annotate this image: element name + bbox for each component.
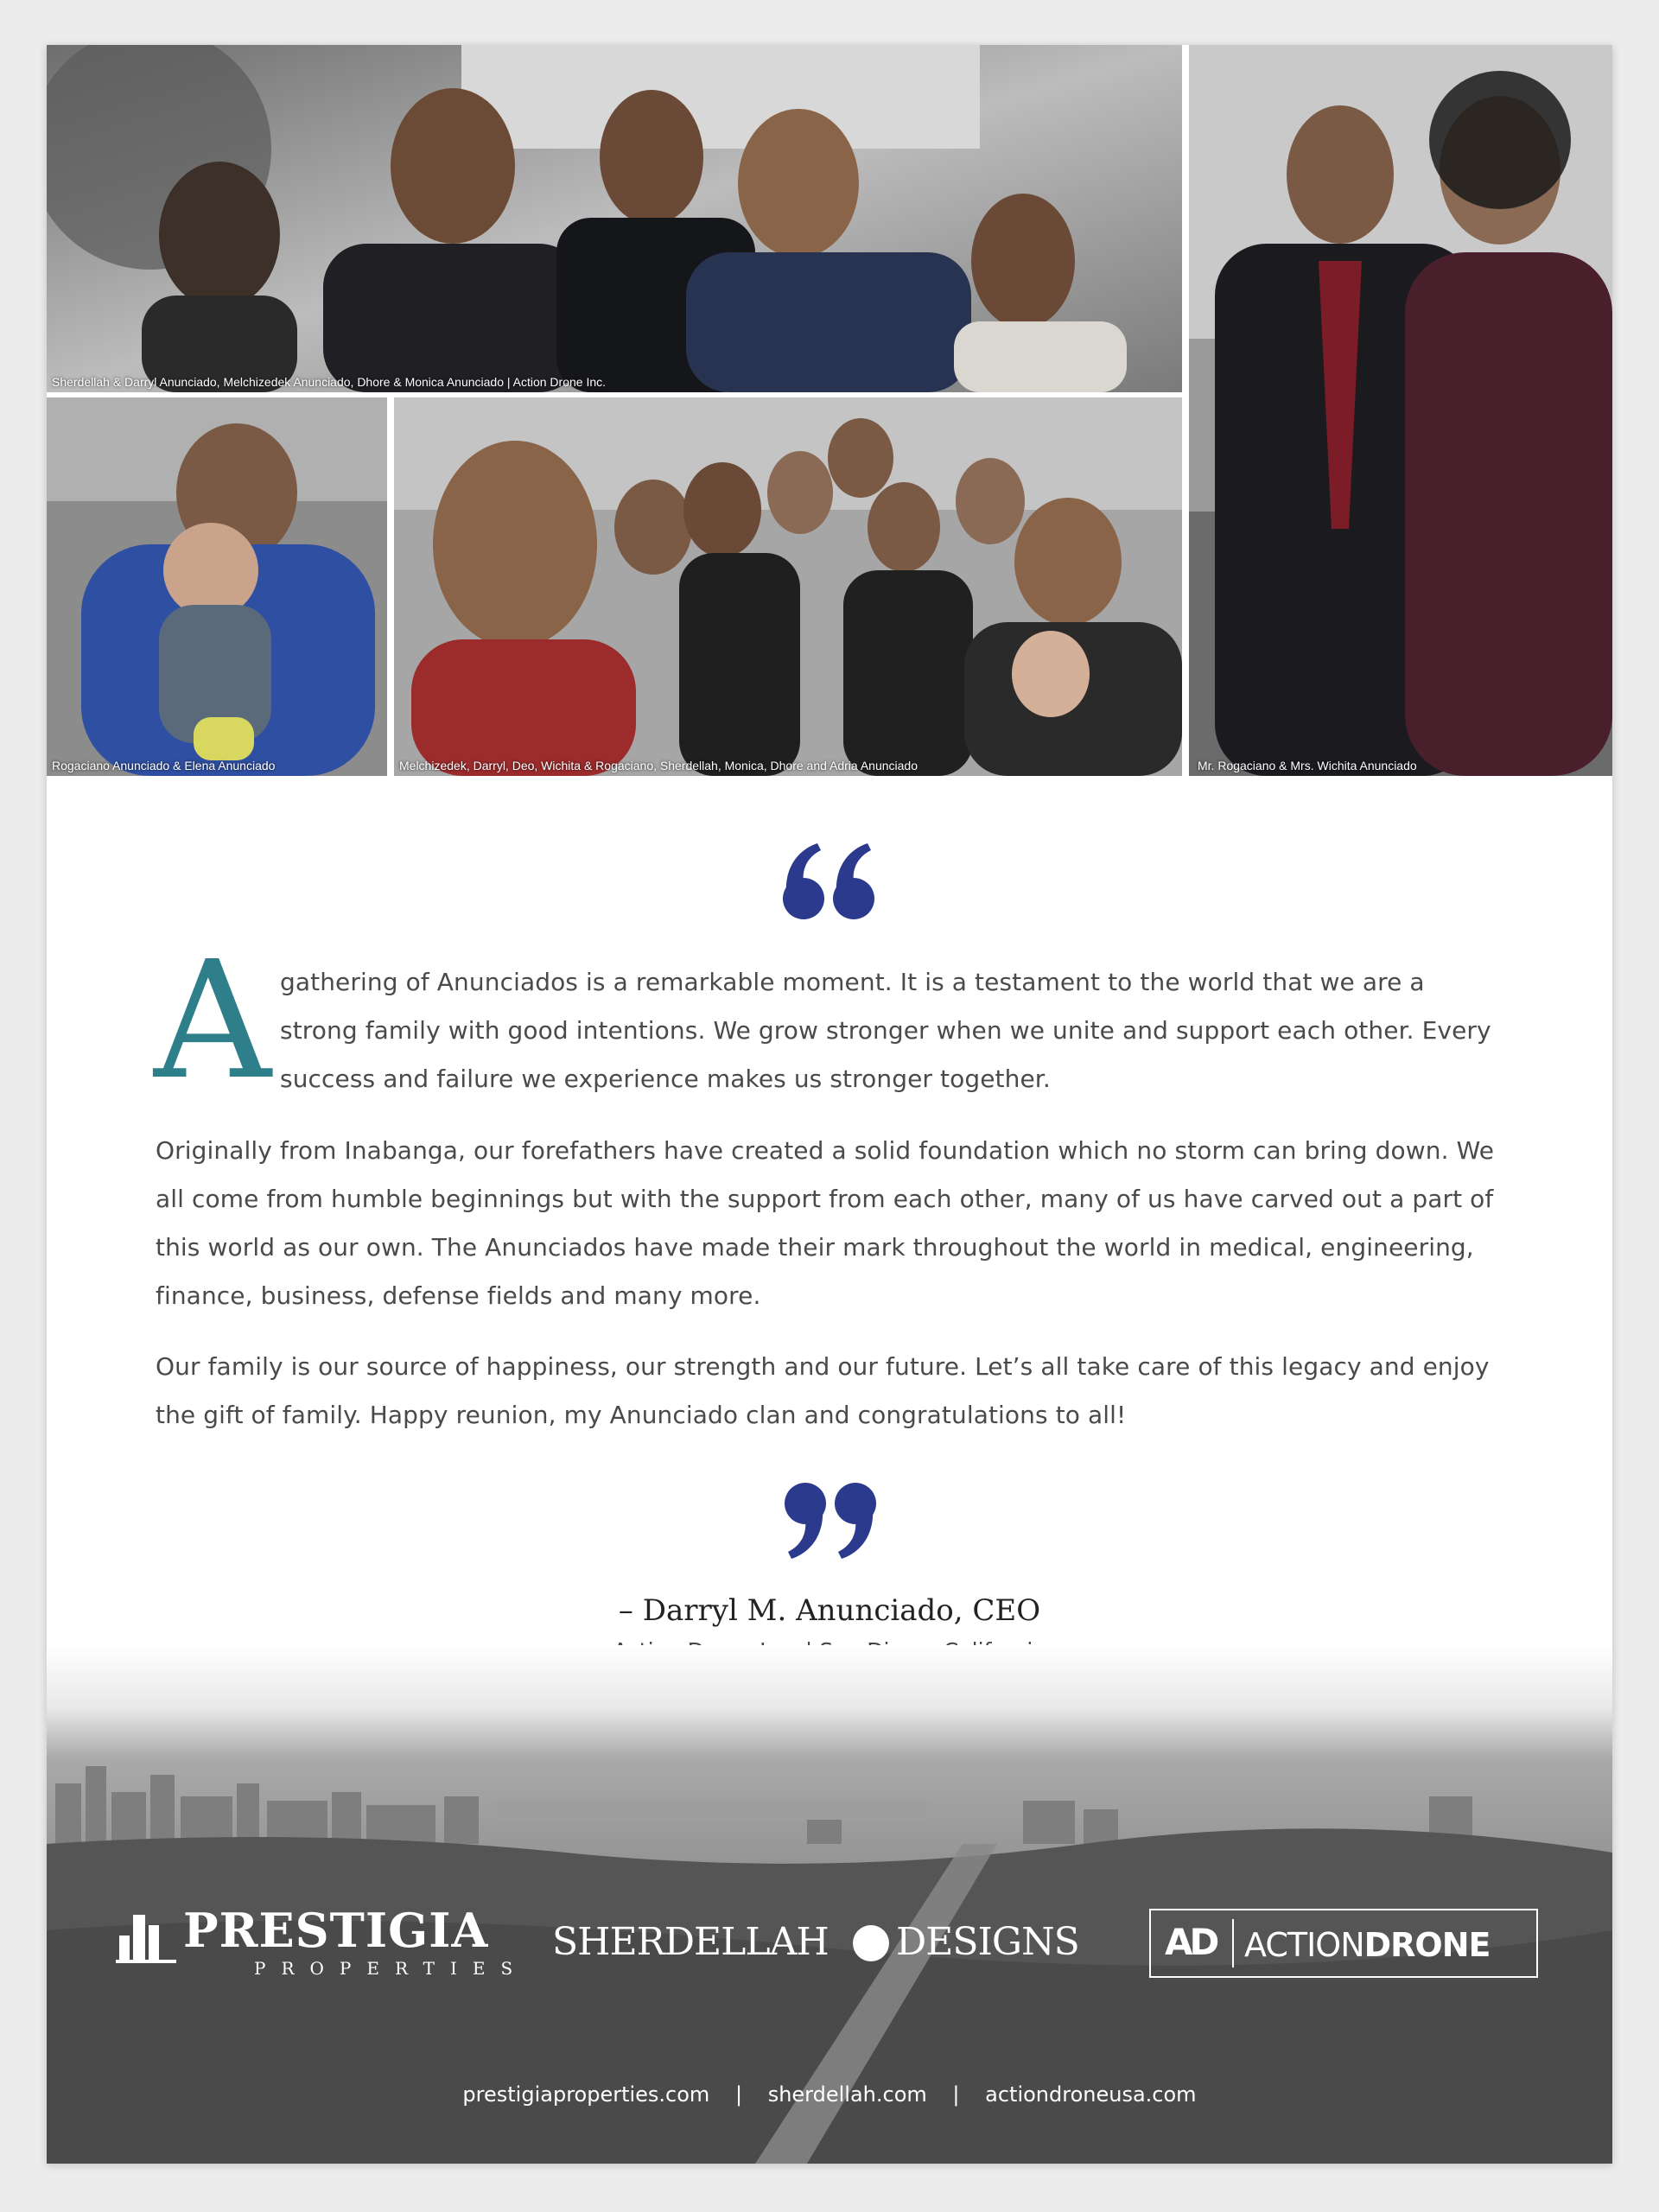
letter-paragraph-1 xyxy=(280,958,1507,1103)
team-photo-caption: Sherdellah & Darryl Anunciado, Melchizedek Anunciado, Dhore & Monica Anunciado | Action Drone Inc. xyxy=(52,375,607,389)
sherdellah-wordmark: SHERDELLAH xyxy=(552,1920,829,1964)
sherdellah-designs-logo xyxy=(552,1920,1088,1972)
building-icon xyxy=(116,1910,176,1963)
footer-separator: | xyxy=(734,2082,743,2107)
footer-link-prestigia[interactable]: prestigiaproperties.com xyxy=(462,2082,710,2107)
action-drone-logo xyxy=(1149,1909,1538,1978)
closing-quote-icon xyxy=(778,1478,881,1564)
signature-name: – Darryl M. Anunciado, CEO xyxy=(618,1593,1041,1628)
sherdellah-emblem-icon xyxy=(853,1925,889,1961)
grandpa-photo-caption: Rogaciano Anunciado & Elena Anunciado xyxy=(52,759,276,772)
letter-paragraph-2: Originally from Inabanga, our forefathers have created a solid foundation which no storm can bring down. We all come from humble beginnings but with the support from each other, many of us have carved out a part of this world as our own. The Anunciados have made their mark throughout the world in medical, engineering, finance, business, defense fields and many more. xyxy=(156,1136,1495,1310)
footer-link-actiondrone[interactable]: actiondroneusa.com xyxy=(985,2082,1197,2107)
properties-wordmark: PROPERTIES xyxy=(254,1958,529,1979)
couple-photo xyxy=(1189,45,1612,776)
ad-monogram-icon: AD xyxy=(1165,1921,1217,1963)
logo-divider xyxy=(1232,1919,1234,1967)
designs-wordmark: DESIGNS xyxy=(896,1920,1079,1964)
drop-cap: A xyxy=(154,926,271,1116)
letter-paragraph-3: Our family is our source of happiness, our strength and our future. Let’s all take care of this legacy and enjoy the gift of family. Happy reunion, my Anunciado clan and congratulations to all! xyxy=(156,1352,1490,1429)
group-selfie-photo-caption: Melchizedek, Darryl, Deo, Wichita & Rogaciano, Sherdellah, Monica, Dhore and Adria Anunciado xyxy=(399,759,918,772)
prestigia-wordmark: PRESTIGIA xyxy=(183,1903,489,1958)
footer-links xyxy=(47,2082,1612,2107)
drone-word: DRONE xyxy=(1363,1926,1491,1964)
team-photo xyxy=(47,45,1182,392)
couple-photo-caption: Mr. Rogaciano & Mrs. Wichita Anunciado xyxy=(1198,759,1417,772)
action-word: ACTION xyxy=(1244,1926,1364,1964)
opening-quote-icon xyxy=(778,838,881,925)
footer-separator: | xyxy=(952,2082,960,2107)
flyer-page xyxy=(47,45,1612,2164)
footer-link-sherdellah[interactable]: sherdellah.com xyxy=(767,2082,927,2107)
letter-paragraph-1-text: gathering of Anunciados is a remarkable moment. It is a testament to the world that we are a strong family with good intentions. We grow stronger when we unite and support each other. Every success and failure we experience makes us stronger together. xyxy=(280,968,1491,1093)
group-selfie-photo xyxy=(394,397,1182,776)
action-drone-wordmark xyxy=(1244,1926,1491,1964)
prestigia-properties-logo xyxy=(116,1903,531,1980)
grandpa-photo xyxy=(47,397,387,776)
